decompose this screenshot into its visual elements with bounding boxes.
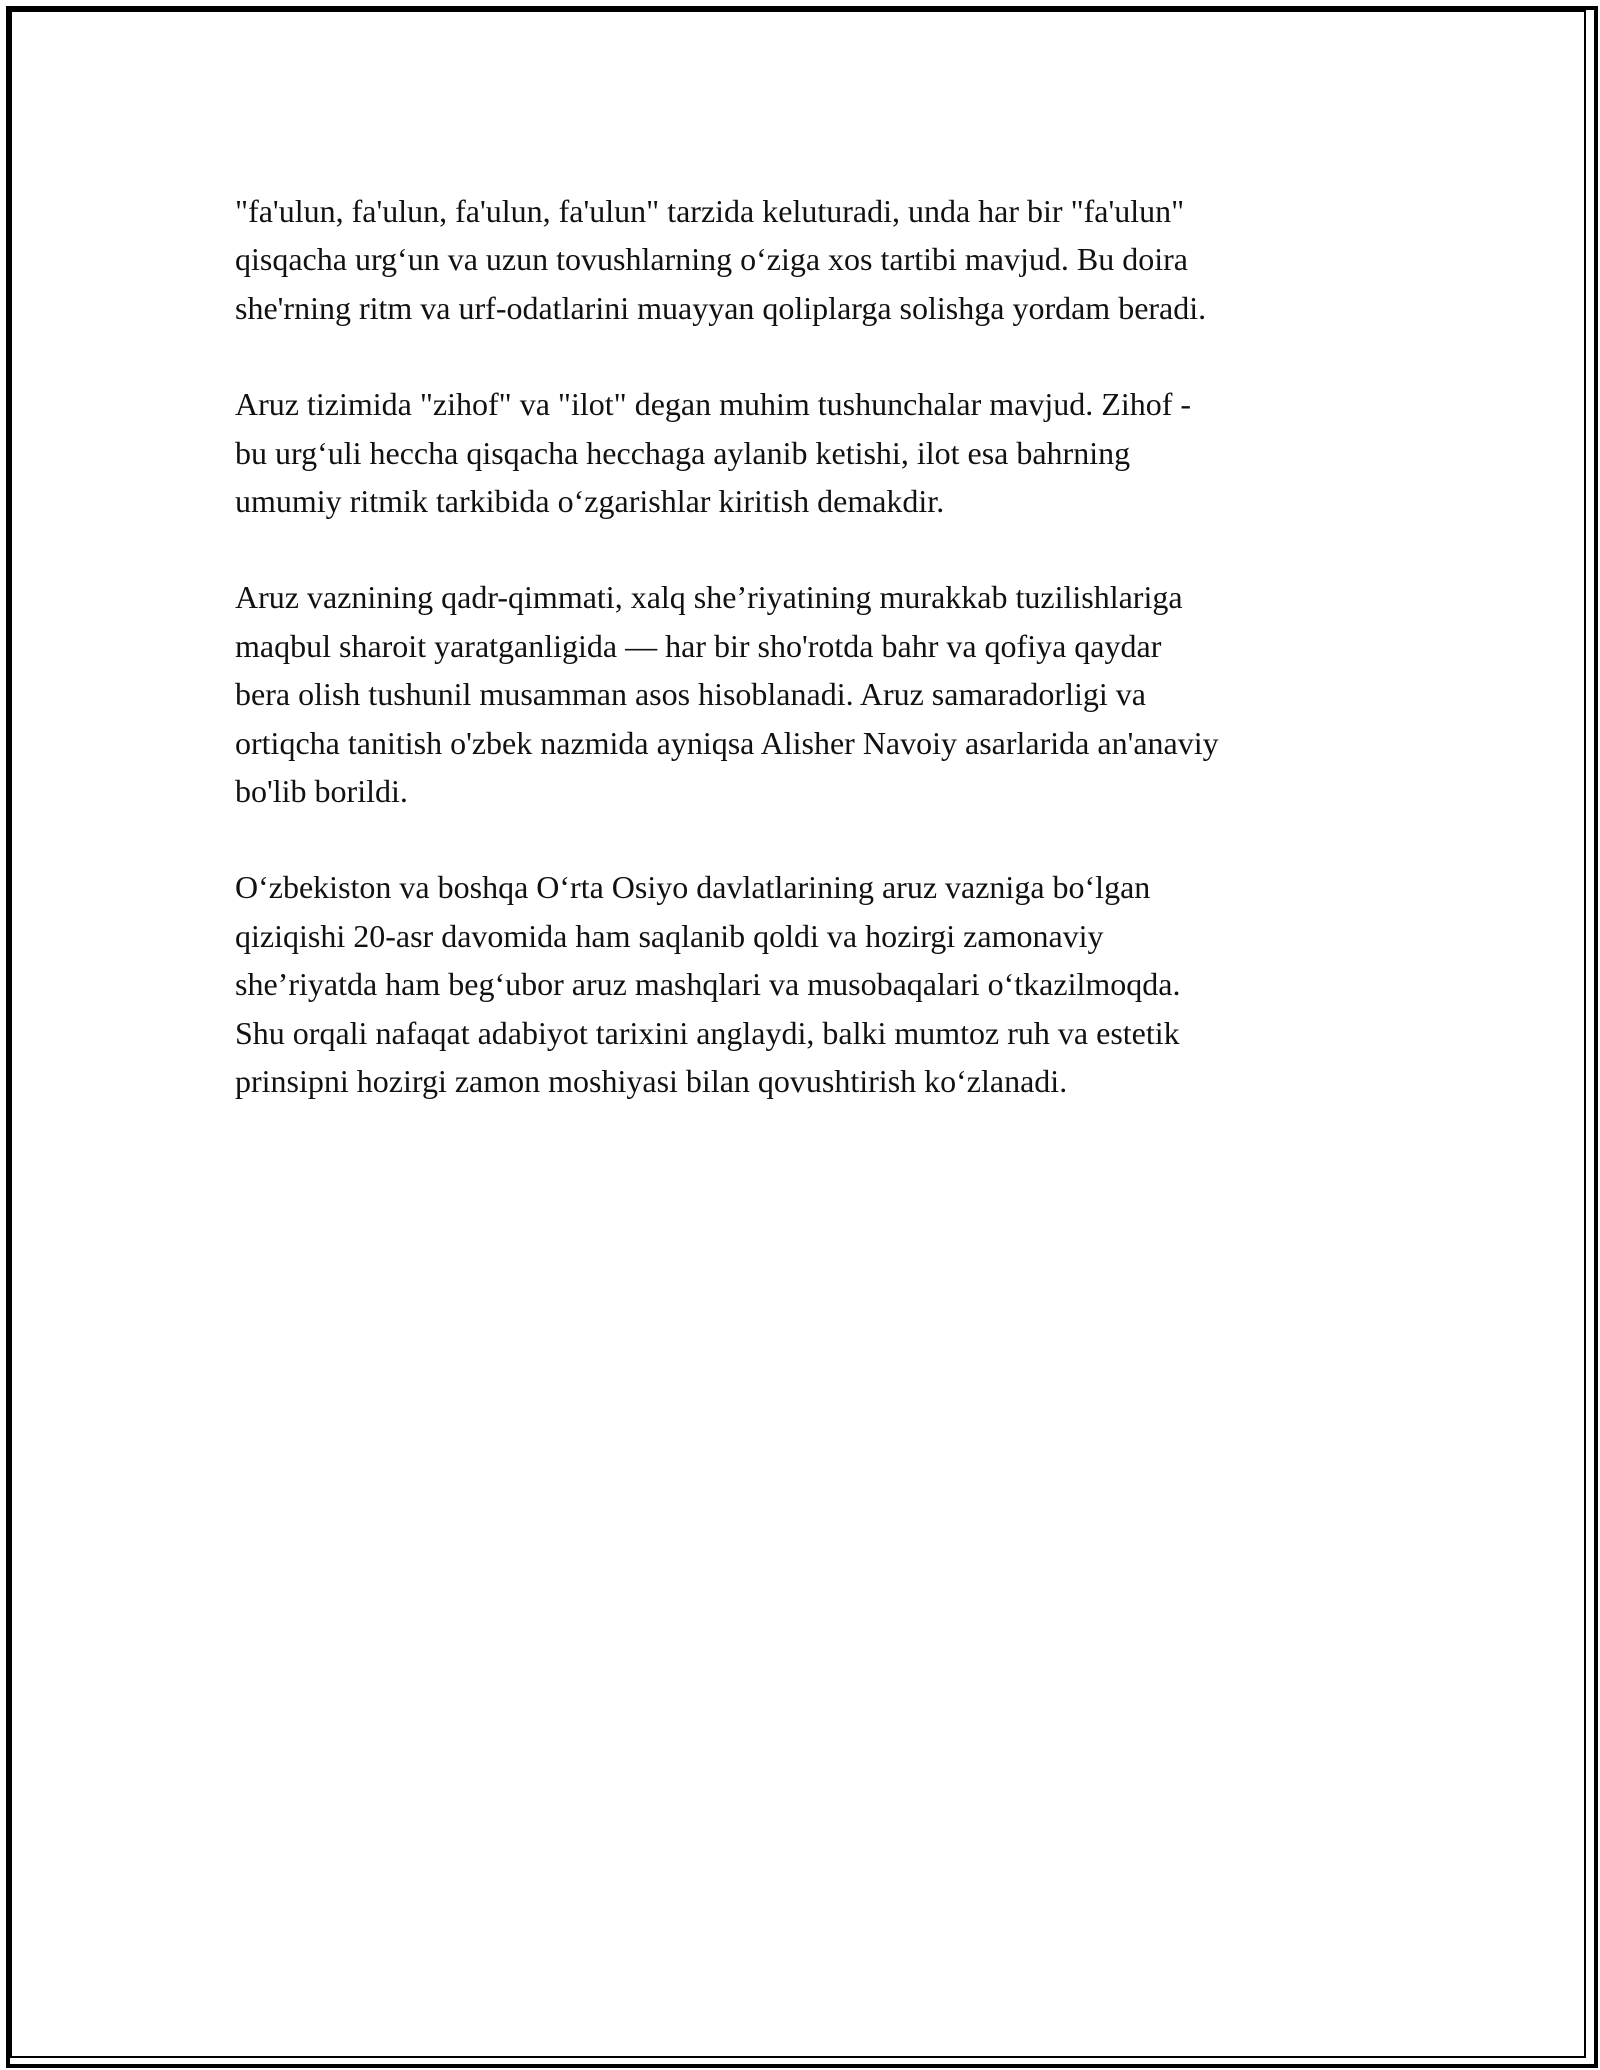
document-body bbox=[235, 187, 1375, 1154]
paragraph-3 bbox=[235, 573, 1375, 815]
text-line: Shu orqali nafaqat adabiyot tarixini anglaydi, balki mumtoz ruh va estetik bbox=[235, 1014, 1180, 1051]
text-line: bera olish tushunil musamman asos hisoblanadi. Aruz samaradorligi va bbox=[235, 676, 1146, 713]
text-line: umumiy ritmik tarkibida o‘zgarishlar kiritish demakdir. bbox=[235, 483, 945, 520]
paragraph-2 bbox=[235, 380, 1375, 525]
text-line: she’riyatda ham beg‘ubor aruz mashqlari va musobaqalari o‘tkazilmoqda. bbox=[235, 966, 1181, 1003]
paragraph-4 bbox=[235, 863, 1375, 1105]
text-line: she'rning ritm va urf-odatlarini muayyan qoliplarga solishga yordam beradi. bbox=[235, 289, 1207, 326]
text-line: qiziqishi 20-asr davomida ham saqlanib qoldi va hozirgi zamonaviy bbox=[235, 917, 1104, 954]
text-line: Aruz vaznining qadr-qimmati, xalq she’riyatining murakkab tuzilishlariga bbox=[235, 579, 1183, 616]
text-line: "fa'ulun, fa'ulun, fa'ulun, fa'ulun" tarzida keluturadi, unda har bir "fa'ulun" bbox=[235, 193, 1185, 229]
text-line: maqbul sharoit yaratganligida — har bir sho'rotda bahr va qofiya qaydar bbox=[235, 627, 1162, 664]
text-line: bo'lib borildi. bbox=[235, 773, 408, 810]
text-line: Aruz tizimida "zihof" va "ilot" degan muhim tushunchalar mavjud. Zihof - bbox=[235, 386, 1192, 423]
text-line: ortiqcha tanitish o'zbek nazmida ayniqsa Alisher Navoiy asarlarida an'anaviy bbox=[235, 724, 1219, 761]
text-line: qisqacha urg‘un va uzun tovushlarning o‘ziga xos tartibi mavjud. Bu doira bbox=[235, 241, 1188, 278]
text-line: bu urg‘uli heccha qisqacha hecchaga aylanib ketishi, ilot esa bahrning bbox=[235, 434, 1131, 471]
text-line: O‘zbekiston va boshqa O‘rta Osiyo davlatlarining aruz vazniga bo‘lgan bbox=[235, 869, 1151, 906]
paragraph-1 bbox=[235, 187, 1375, 332]
text-line: prinsipni hozirgi zamon moshiyasi bilan qovushtirish ko‘zlanadi. bbox=[235, 1063, 1068, 1100]
